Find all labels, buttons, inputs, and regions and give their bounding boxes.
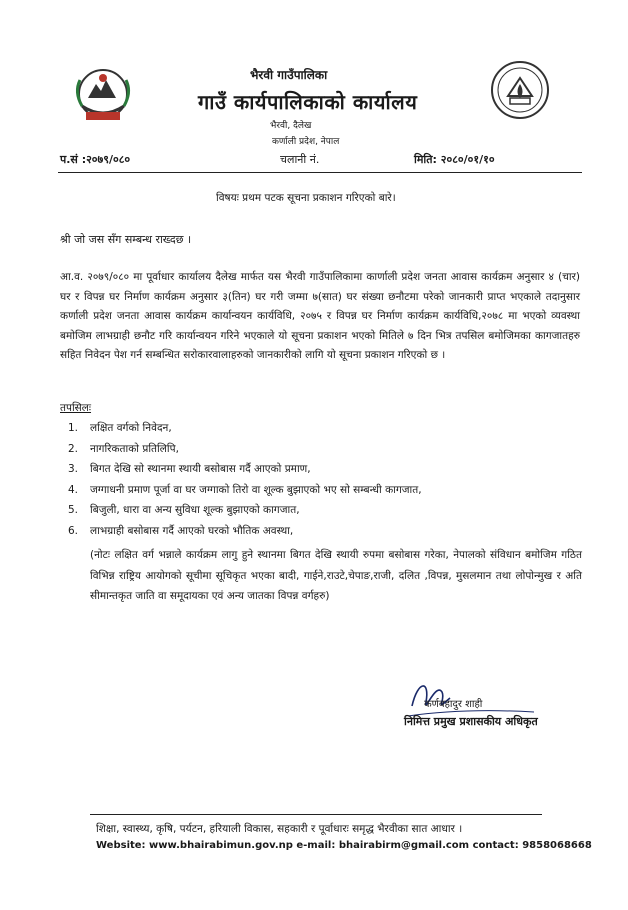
notice-body: आ.व. २०७९/०८० मा पूर्वाधार कार्यालय दैलेख मार्फत यस भैरवी गाउँपालिकामा कार्णाली प्रदेश जनता आवास कार्यक्रम अनुसार ४ (चार) घर र विपन्न घर निर्माण कार्यक्रम अनुसार ३(तिन) घर गरी जम्मा ७(सात) घर संख्या छनौटमा परेको जानकारी प्राप्त भएकाले तदानुसार कर्णाली प्रदेश जनता आवास कार्यक्रम कार्यान्वयन कार्यविधि, २०७५ र विपन्न घर निर्माण कार्यक्रम कार्यविधि,२०७८ मा भएको व्यवस्था बमोजिम लाभग्राही छनौट गरि कार्यान्वयन गरिने भएकाले यो सूचना प्रकाशन भएको मितिले ७ दिन भित्र तपसिल बमोजिमका कागजातहरु सहित निवेदन पेश गर्न सम्बन्धित सरोकारवालाहरुको जानकारीको लागि यो सूचना प्रकाशन गरिएको छ । (60, 271, 580, 361)
list-item: 1. लक्षित वर्गको निवेदन, (68, 422, 172, 434)
municipality-name: भैरवी गाउँपालिका (250, 68, 328, 82)
note-paragraph: (नोटः लक्षित वर्ग भन्नाले कार्यक्रम लागु हुने स्थानमा बिगत देखि स्थायी रुपमा बसोबास गरेका, नेपालको संविधान बमोजिम गठित विभिन्न राष्ट्रिय आयोगको सूचीमा सूचिकृत भएका बादी, गाईने,राउटे,चेपाङ,राजी, दलित ,विपन्न, मुसलमान तथा लोपोन्मुख र अति सीमान्तकृत जाति वा समूदायका एवं अन्य जातका विपन्न वर्गहरु) (90, 549, 582, 602)
subject-line: विषयः प्रथम पटक सूचना प्रकाशन गरिएको बारे। (216, 192, 396, 204)
footer-motto: शिक्षा, स्वास्थ्य, कृषि, पर्यटन, हरियाली विकास, सहकारी र पूर्वाधारः समृद्ध भैरवीका सात आधार । (96, 823, 463, 835)
list-item: 6. लाभग्राही बसोबास गर्दै आएको घरको भौतिक अवस्था, (68, 524, 294, 537)
office-province: कर्णाली प्रदेश, नेपाल (272, 137, 340, 147)
list-item: 3. बिगत देखि सो स्थानमा स्थायी बसोबास गर्दै आएको प्रमाण, (68, 463, 311, 475)
header-divider (58, 172, 582, 173)
reference-row (58, 148, 582, 170)
list-item: 2. नागरिकताको प्रतिलिपि, (68, 442, 179, 455)
reference-number: प.सं :२०७९/०८० (60, 153, 131, 166)
list-item: 5. बिजुली, धारा वा अन्य सुविधा शूल्क बुझाएको कागजात, (68, 504, 300, 516)
requirements-list (68, 418, 578, 541)
list-item: 4. जग्गाधनी प्रमाण पूर्जा वा घर जग्गाको तिरो वा शूल्क बुझाएको भए सो सम्बन्धी कागजात, (68, 483, 422, 496)
salutation: श्री जो जस सँग सम्बन्ध राख्दछ । (60, 233, 192, 246)
signatory-title: निमित्त प्रमुख प्रशासकीय अधिकृत (404, 715, 538, 728)
office-address: भैरवी, दैलेख (270, 121, 312, 131)
nepal-government-emblem-icon (68, 58, 138, 128)
letter-date: मिति: २०८०/०१/१० (414, 153, 495, 166)
dispatch-number: चलानी नं. (280, 153, 320, 166)
municipality-logo-icon (488, 58, 552, 122)
footer-contact: Website: www.bhairabimun.gov.np e-mail: bhairabirm@gmail.com contact: 9858068668 (96, 840, 592, 851)
signatory-name: कर्णबहादुर शाही (424, 699, 483, 710)
footer-divider (90, 814, 542, 815)
requirements-title: तपसिलः (60, 402, 92, 414)
office-title: गाउँ कार्यपालिकाको कार्यालय (198, 90, 418, 114)
